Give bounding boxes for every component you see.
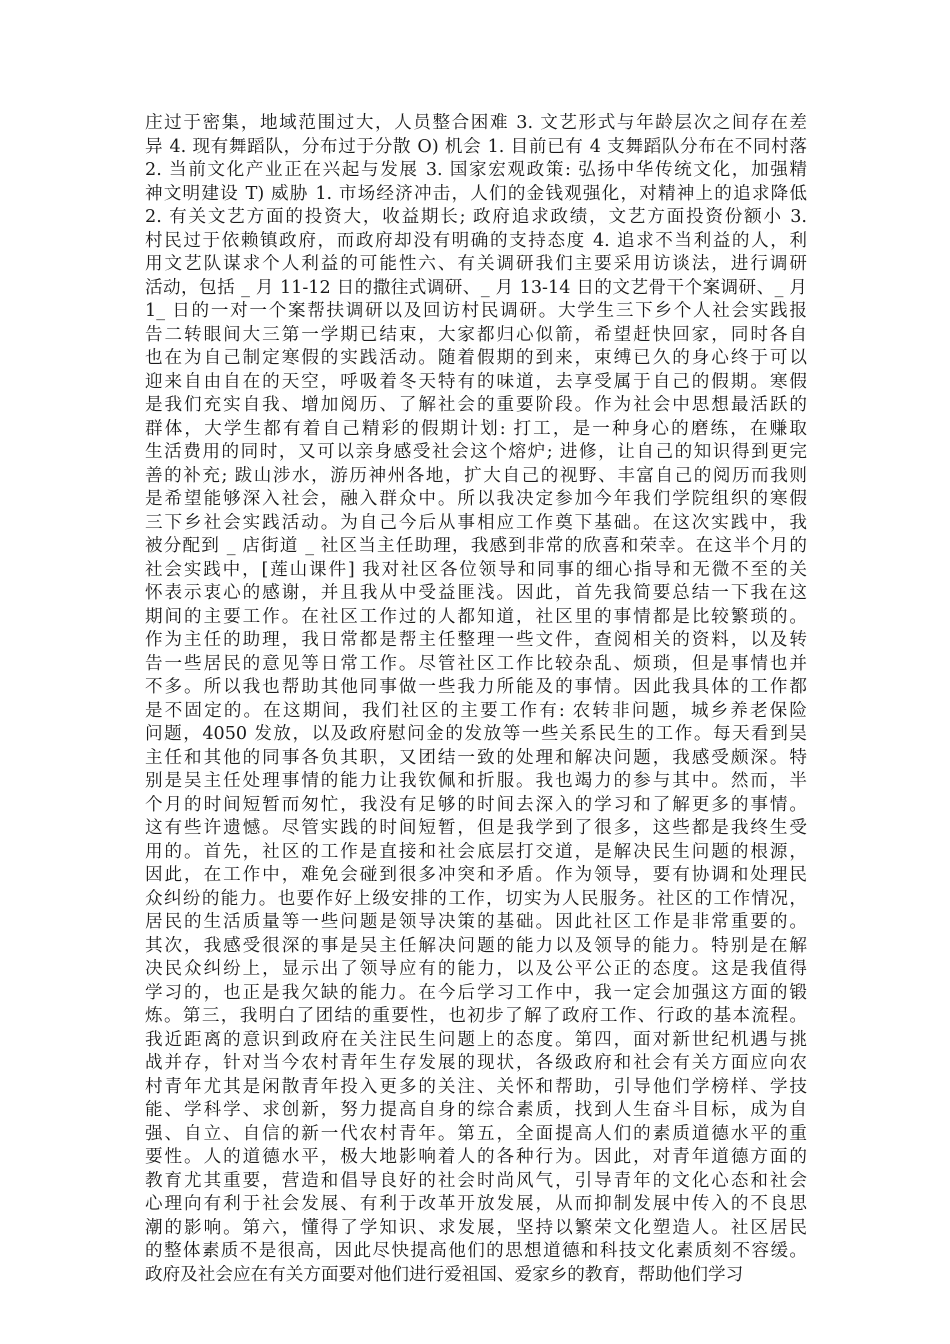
- text-line: 社会实践中，[莲山课件] 我对社区各位领导和同事的细心指导和无微不至的关: [145, 559, 807, 580]
- text-line: 是我们充实自我、增加阅历、了解社会的重要阶段。作为社会中思想最活跃的: [145, 395, 807, 415]
- text-line: 炼。第三，我明白了团结的重要性，也初步了解了政府工作、行政的基本流程。: [145, 1006, 807, 1026]
- text-line: 政府及社会应在有关方面要对他们进行爱祖国、爱家乡的教育，帮助他们学习: [145, 1264, 744, 1285]
- text-line: 心理向有利于社会发展、有利于改革开放发展，从而抑制发展中传入的不良思: [145, 1194, 807, 1214]
- text-line: 活动，包括 _ 月 11-12 日的撒往式调研、_ 月 13-14 日的文艺骨干个案调研、_ 月: [145, 277, 807, 298]
- text-line: 教育尤其重要，营造和倡导良好的社会时尚风气，引导青年的文化心态和社会: [145, 1170, 807, 1191]
- text-line: 告一些居民的意见等日常工作。尽管社区工作比较杂乱、烦琐，但是事情也并: [145, 653, 807, 674]
- text-line: 群体，大学生都有着自己精彩的假期计划: 打工，是一种身心的磨练，在赚取: [145, 418, 807, 439]
- text-line: 我近距离的意识到政府在关注民生问题上的态度。第四，面对新世纪机遇与挑: [145, 1029, 807, 1050]
- text-line: 作为主任的助理，我日常都是帮主任整理一些文件，查阅相关的资料，以及转: [145, 630, 807, 650]
- text-line: 战并存，针对当今农村青年生存发展的现状，各级政府和社会有关方面应向农: [145, 1053, 807, 1073]
- text-line: 2. 当前文化产业正在兴起与发展 3. 国家宏观政策: 弘扬中华传统文化，加强精: [145, 160, 807, 180]
- text-line: 是不固定的。在这期间，我们社区的主要工作有: 农转非问题，城乡养老保险: [145, 700, 807, 721]
- text-line: 生活费用的同时，又可以亲身感受社会这个熔炉; 进修，让自己的知识得到更完: [145, 442, 807, 462]
- text-line: 2. 有关文艺方面的投资大，收益期长; 政府追求政绩，文艺方面投资份额小 3.: [145, 207, 807, 227]
- text-line: 学习的，也正是我欠缺的能力。在今后学习工作中，我一定会加强这方面的锻: [145, 982, 807, 1003]
- text-line: 因此，在工作中，难免会碰到很多冲突和矛盾。作为领导，要有协调和处理民: [145, 865, 807, 885]
- text-line: 用的。首先，社区的工作是直接和社会底层打交道，是解决民生问题的根源，: [145, 841, 807, 862]
- text-line: 1_ 日的一对一个案帮扶调研以及回访村民调研。大学生三下乡个人社会实践报: [145, 301, 807, 321]
- text-line: 其次，我感受很深的事是吴主任解决问题的能力以及领导的能力。特别是在解: [145, 935, 807, 956]
- text-line: 能、学科学、求创新，努力提高自身的综合素质，找到人生奋斗目标，成为自: [145, 1100, 807, 1120]
- text-line: 神文明建设 T) 威胁 1. 市场经济冲击，人们的金钱观强化，对精神上的追求降低: [145, 183, 807, 204]
- text-line: 决民众纠纷上，显示出了领导应有的能力，以及公平公正的态度。这是我值得: [145, 959, 807, 979]
- text-line: 强、自立、自信的新一代农村青年。第五，全面提高人们的素质道德水平的重: [145, 1123, 807, 1144]
- text-line: 个月的时间短暂而匆忙，我没有足够的时间去深入的学习和了解更多的事情。: [145, 794, 807, 815]
- text-line: 不多。所以我也帮助其他同事做一些我力所能及的事情。因此我具体的工作都: [145, 677, 807, 697]
- text-line: 潮的影响。第六，懂得了学知识、求发展，坚持以繁荣文化塑造人。社区居民: [145, 1217, 807, 1238]
- text-line: 别是吴主任处理事情的能力让我钦佩和折服。我也竭力的参与其中。然而，半: [145, 771, 807, 791]
- document-body: [145, 112, 807, 1287]
- text-line: 这有些许遗憾。尽管实践的时间短暂，但是我学到了很多，这些都是我终生受: [145, 818, 807, 838]
- text-line: 的整体素质不是很高，因此尽快提高他们的思想道德和科技文化素质刻不容缓。: [145, 1241, 807, 1261]
- text-line: 怀表示衷心的感谢，并且我从中受益匪浅。因此，首先我简要总结一下我在这: [145, 583, 807, 603]
- text-line: 用文艺队谋求个人利益的可能性六、有关调研我们主要采用访谈法，进行调研: [145, 254, 807, 274]
- text-line: 三下乡社会实践活动。为自己今后从事相应工作奠下基础。在这次实践中，我: [145, 512, 807, 533]
- text-line: 要性。人的道德水平，极大地影响着人的各种行为。因此，对青年道德方面的: [145, 1147, 807, 1167]
- text-line: 被分配到 _ 店街道 _ 社区当主任助理，我感到非常的欣喜和荣幸。在这半个月的: [145, 536, 807, 556]
- text-line: 期间的主要工作。在社区工作过的人都知道，社区里的事情都是比较繁琐的。: [145, 606, 807, 627]
- text-line: 是希望能够深入社会，融入群众中。所以我决定参加今年我们学院组织的寒假: [145, 489, 807, 509]
- text-line: 也在为自己制定寒假的实践活动。随着假期的到来，束缚已久的身心终于可以: [145, 348, 807, 368]
- text-line: 善的补充; 跋山涉水，游历神州各地，扩大自己的视野、丰富自己的阅历而我则: [145, 465, 807, 486]
- text-line: 主任和其他的同事各负其职，又团结一致的处理和解决问题，我感受颇深。特: [145, 747, 807, 768]
- text-line: 迎来自由自在的天空，呼吸着冬天特有的味道，去享受属于自己的假期。寒假: [145, 371, 807, 392]
- text-line: 居民的生活质量等一些问题是领导决策的基础。因此社区工作是非常重要的。: [145, 912, 807, 932]
- text-line: 告二转眼间大三第一学期已结束，大家都归心似箭，希望赶快回家，同时各自: [145, 324, 807, 345]
- text-line: 村民过于依赖镇政府，而政府却没有明确的支持态度 4. 追求不当利益的人，利: [145, 230, 807, 251]
- text-line: 村青年尤其是闲散青年投入更多的关注、关怀和帮助，引导他们学榜样、学技: [145, 1076, 807, 1097]
- text-line: 异 4. 现有舞蹈队，分布过于分散 O) 机会 1. 目前已有 4 支舞蹈队分布在不同村落: [145, 136, 807, 157]
- text-line: 问题，4050 发放，以及政府慰问金的发放等一些关系民生的工作。每天看到吴: [145, 724, 807, 744]
- text-line: 众纠纷的能力。也要作好上级安排的工作，切实为人民服务。社区的工作情况，: [145, 888, 807, 909]
- text-line: 庄过于密集，地域范围过大，人员整合困难 3. 文艺形式与年龄层次之间存在差: [145, 113, 807, 133]
